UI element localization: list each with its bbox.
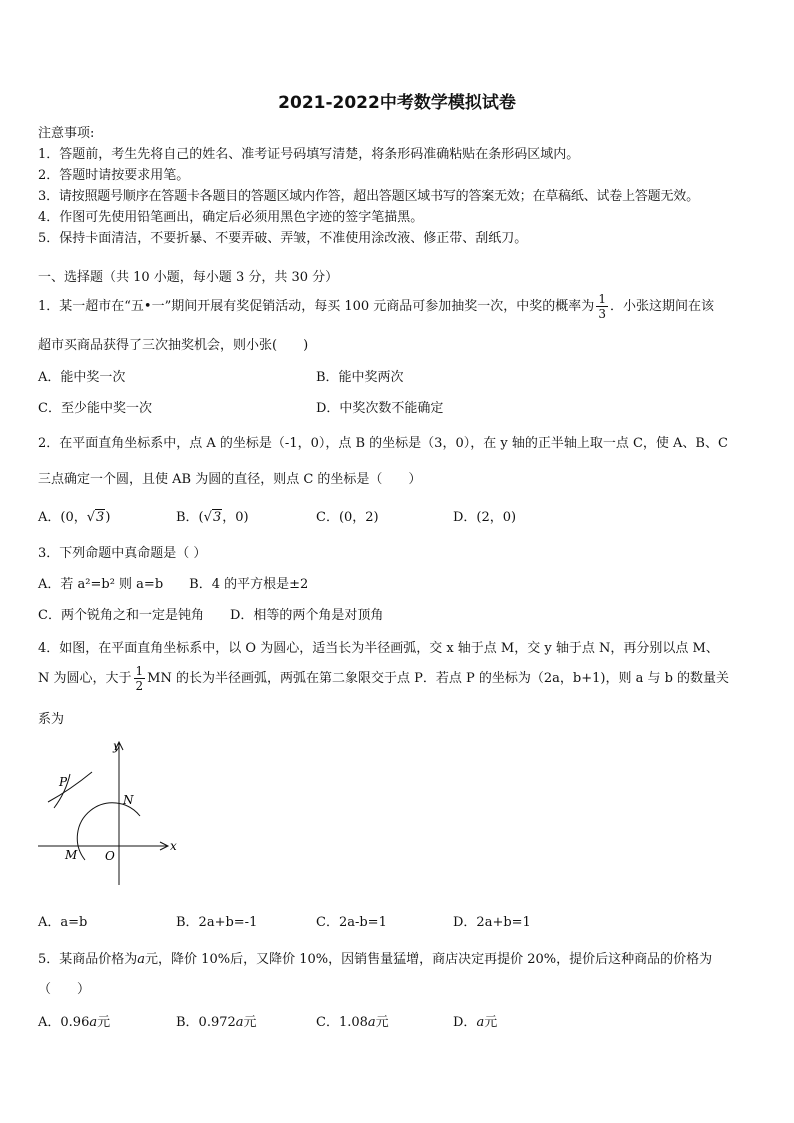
- label-y: y: [113, 739, 120, 753]
- q3-options-line1[interactable]: A．若 a²=b² 则 a=b B．4 的平方根是±2: [38, 577, 309, 592]
- q4-stem-line2: N 为圆心，大于 $\frac{1}{2}$ MN 的长为半径画弧，两弧在第二象限交于点 P．若点 P 的坐标为（2a，b+1)，则 a 与 b 的数量关: [38, 664, 730, 693]
- q1-option-b[interactable]: B．能中奖两次: [316, 370, 404, 385]
- sqrt-symbol: √3: [203, 510, 222, 525]
- q4-stem-line3: 系为: [38, 712, 65, 727]
- compass-arc-from-n: [48, 772, 92, 802]
- page-title: 2021-2022中考数学模拟试卷: [278, 93, 516, 113]
- q1-option-c[interactable]: C．至少能中奖一次: [38, 401, 152, 416]
- q4-coordinate-figure: [30, 730, 190, 892]
- q2-option-a[interactable]: A．(0，√3): [38, 510, 111, 525]
- sqrt-symbol: √3: [86, 510, 105, 525]
- q4-option-a[interactable]: A．a=b: [38, 915, 88, 930]
- label-o: O: [105, 849, 115, 863]
- q1-option-d[interactable]: D．中奖次数不能确定: [316, 401, 444, 416]
- section-heading: 一、选择题（共 10 小题，每小题 3 分，共 30 分）: [38, 270, 339, 285]
- notice-item-4: 4．作图可先使用铅笔画出，确定后必须用黑色字迹的签字笔描黑。: [38, 210, 424, 225]
- q5-option-b[interactable]: B．0.972a元: [176, 1015, 257, 1030]
- notice-item-2: 2．答题时请按要求用笔。: [38, 168, 190, 183]
- label-m: M: [65, 848, 78, 862]
- q4-option-d[interactable]: D．2a+b=1: [453, 915, 531, 930]
- q5-option-d[interactable]: D．a元: [453, 1015, 498, 1030]
- label-p: P: [59, 775, 68, 789]
- q5-stem-line1: 5．某商品价格为a元，降价 10%后，又降价 10%，因销售量猛增，商店决定再提价 20%，提价后这种商品的价格为: [38, 952, 713, 967]
- q1-text-b: ．小张这期间在该: [609, 299, 714, 314]
- q1-fraction: $\frac{1}{3}$: [598, 292, 606, 321]
- q5-stem-line2: （ ）: [38, 982, 91, 997]
- notice-item-5: 5．保持卡面清洁，不要折暴、不要弄破、弄皱，不准使用涂改液、修正带、刮纸刀。: [38, 231, 528, 246]
- q3-options-line2[interactable]: C．两个锐角之和一定是钝角 D．相等的两个角是对顶角: [38, 608, 384, 623]
- notice-item-1: 1．答题前，考生先将自己的姓名、准考证号码填写清楚，将条形码准确粘贴在条形码区域内。: [38, 147, 580, 162]
- q4-option-c[interactable]: C．2a-b=1: [316, 915, 387, 930]
- label-n: N: [123, 793, 134, 807]
- q2-option-b[interactable]: B．(√3，0): [176, 510, 249, 525]
- label-x: x: [170, 839, 177, 853]
- q4-fraction: $\frac{1}{2}$: [135, 664, 144, 693]
- q4-option-b[interactable]: B．2a+b=-1: [176, 915, 258, 930]
- q5-option-a[interactable]: A．0.96a元: [38, 1015, 111, 1030]
- notice-item-3: 3．请按照题号顺序在答题卡各题目的答题区域内作答，超出答题区域书写的答案无效；在草稿纸、试卷上答题无效。: [38, 189, 699, 204]
- q2-stem-line2: 三点确定一个圆，且使 AB 为圆的直径，则点 C 的坐标是（ ）: [38, 472, 422, 487]
- q5-option-c[interactable]: C．1.08a元: [316, 1015, 389, 1030]
- q3-stem: 3．下列命题中真命题是（ ）: [38, 546, 207, 561]
- notice-heading: 注意事项:: [38, 126, 95, 141]
- q1-stem-line1: [38, 292, 714, 321]
- q1-stem-line2: 超市买商品获得了三次抽奖机会，则小张( ): [38, 338, 309, 353]
- q2-option-d[interactable]: D．(2，0): [453, 510, 517, 525]
- q4-stem-line1: 4．如图，在平面直角坐标系中，以 O 为圆心，适当长为半径画弧，交 x 轴于点 M，交 y 轴于点 N，再分别以点 M、: [38, 641, 719, 656]
- q2-stem-line1: 2．在平面直角坐标系中，点 A 的坐标是（-1，0），点 B 的坐标是（3，0），在 y 轴的正半轴上取一点 C，使 A、B、C: [38, 436, 728, 451]
- q1-option-a[interactable]: A．能中奖一次: [38, 370, 126, 385]
- q1-text-a: 1．某一超市在“五•一”期间开展有奖促销活动，每买 100 元商品可参加抽奖一次，中奖的概率为: [38, 299, 595, 314]
- q2-option-c[interactable]: C．(0，2): [316, 510, 379, 525]
